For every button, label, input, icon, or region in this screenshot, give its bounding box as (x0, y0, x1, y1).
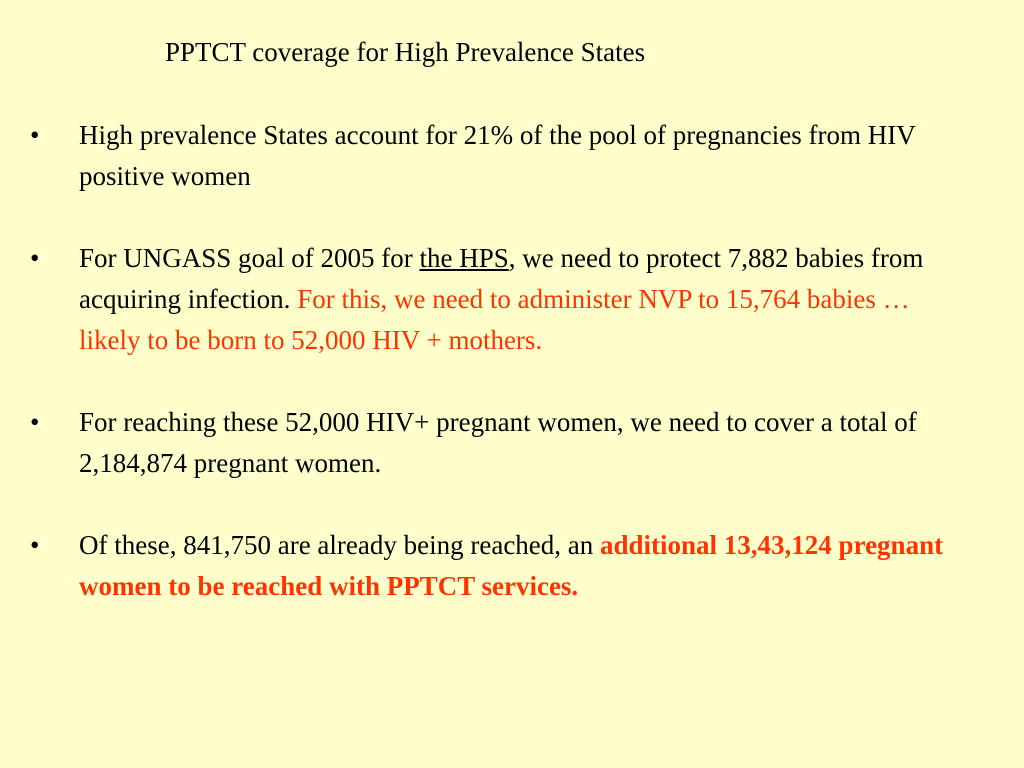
bullet-dot-icon: • (30, 530, 40, 560)
highlighted-bold-text: additional 13,43,124 pregnant women to be reached with PPTCT services. (79, 530, 944, 601)
bullet-text: Of these, 841,750 are already being reached, an (79, 530, 601, 560)
bullet-text: For UNGASS goal of 2005 for (79, 243, 420, 273)
bullet-item-1 (0, 115, 949, 197)
underlined-term: the HPS (419, 243, 509, 273)
bullet-dot-icon: • (30, 120, 40, 150)
slide-title: PPTCT coverage for High Prevalence States (165, 37, 646, 67)
bullet-item-4 (0, 525, 949, 607)
bullet-text-continued: , we need to protect 7,882 babies from acquiring infection. (79, 243, 924, 314)
bullet-item-2 (0, 238, 949, 361)
bullet-list (0, 115, 1024, 648)
bullet-text: For reaching these 52,000 HIV+ pregnant women, we need to cover a total of 2,184,874 pregnant women. (79, 407, 917, 478)
bullet-item-3 (0, 402, 949, 484)
bullet-text: High prevalence States account for 21% of the pool of pregnancies from HIV positive women (79, 120, 916, 191)
highlighted-text: For this, we need to administer NVP to 15,764 babies …likely to be born to 52,000 HIV + mothers. (79, 284, 910, 355)
bullet-dot-icon: • (30, 407, 40, 437)
bullet-dot-icon: • (30, 243, 40, 273)
